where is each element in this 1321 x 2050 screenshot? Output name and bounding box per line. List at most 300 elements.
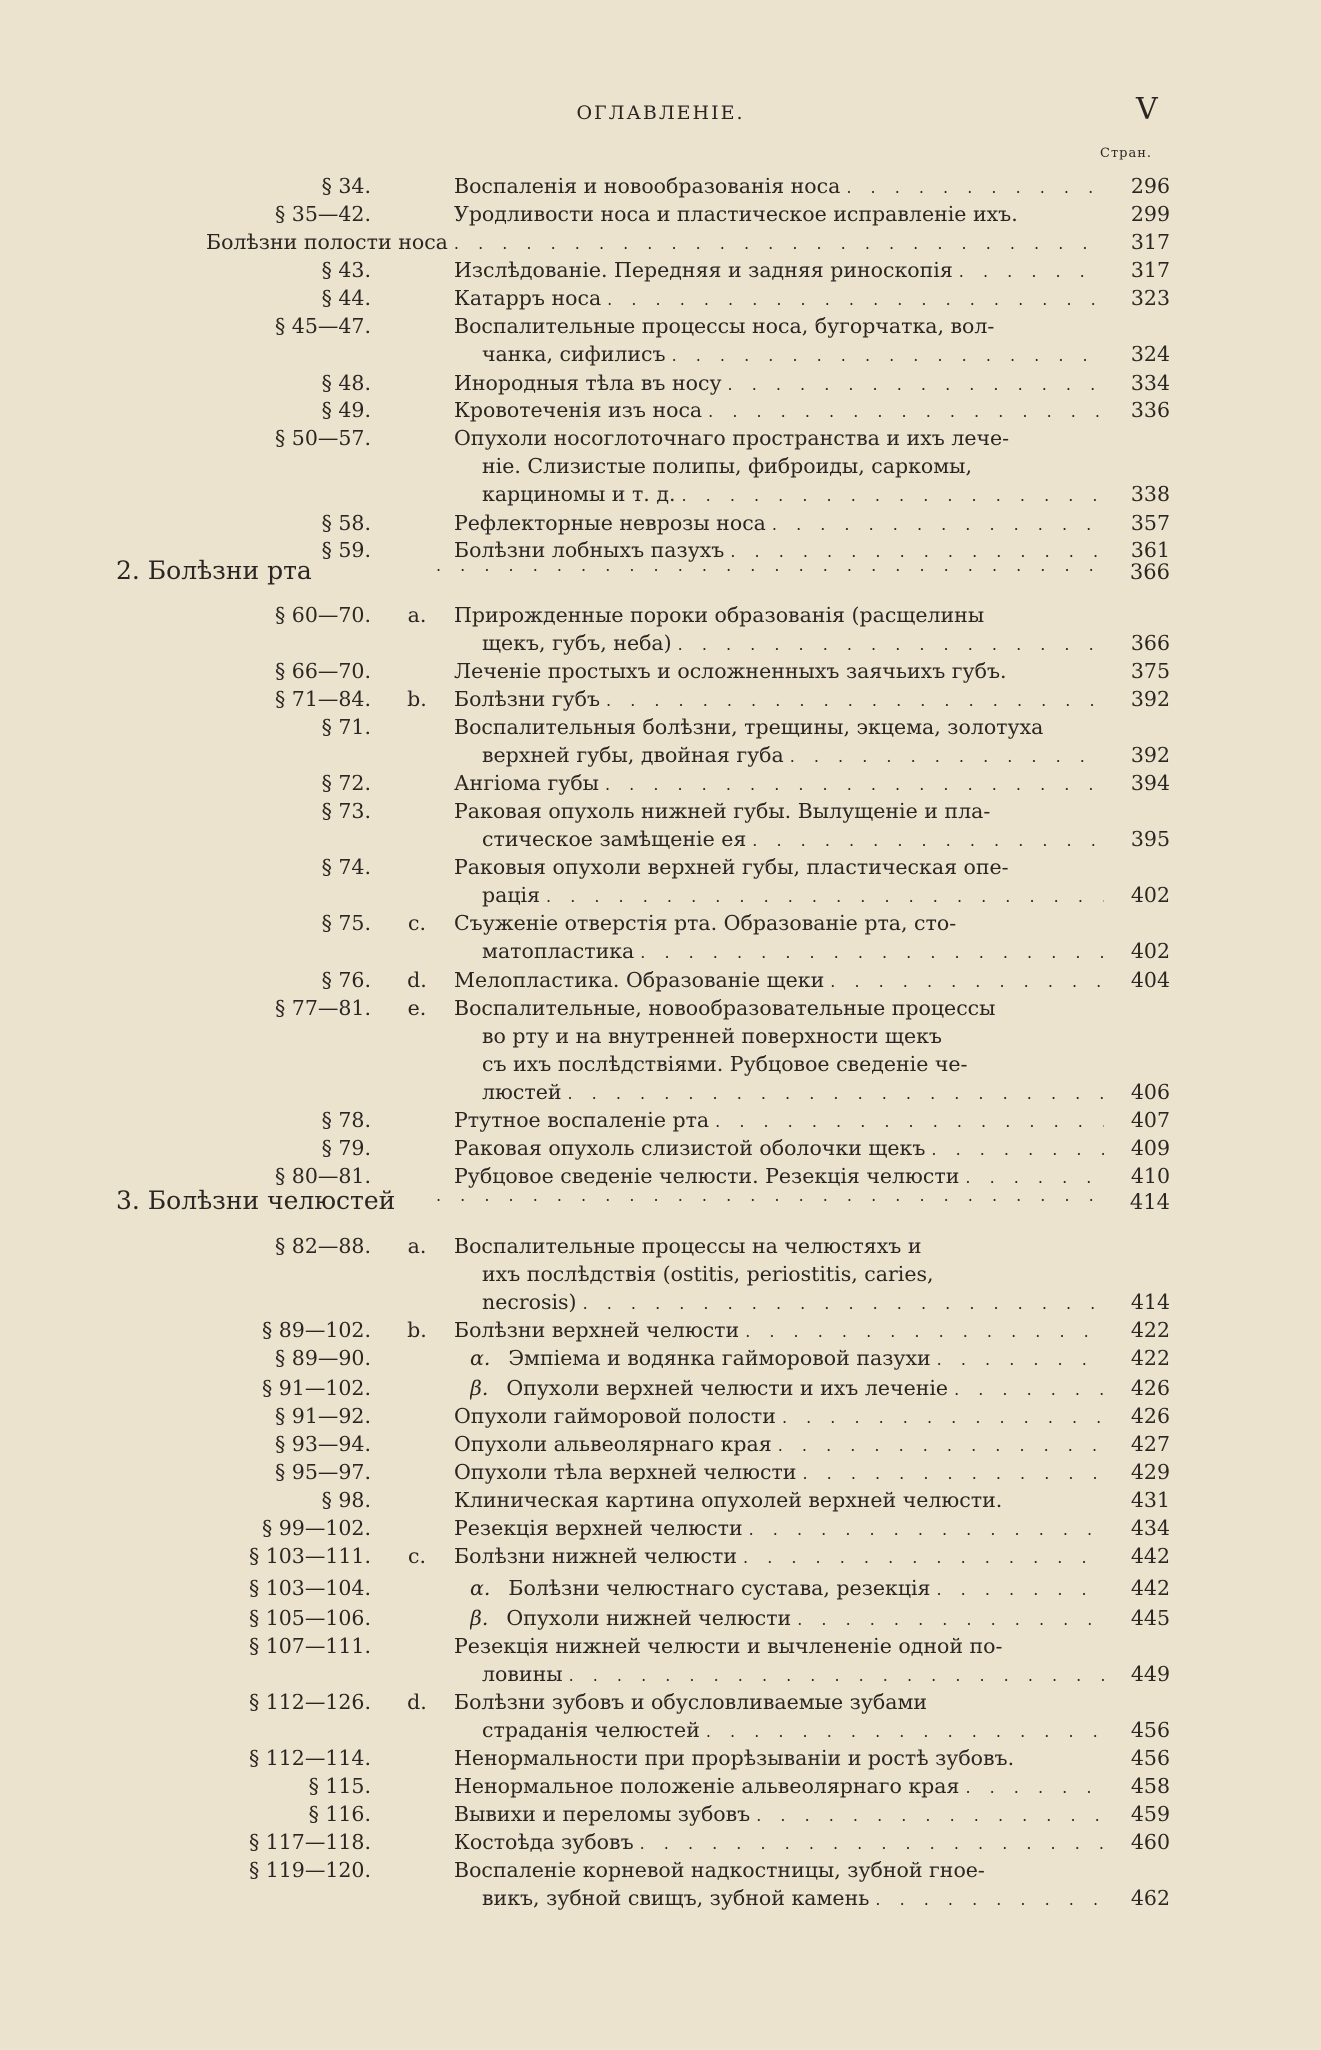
page-number: 422 [1130, 1346, 1170, 1370]
entry-title: Опухоли верхней челюсти и ихъ леченіе [506, 1376, 949, 1400]
dot-leader [875, 1890, 1104, 1909]
page-number: 429 [1130, 1460, 1170, 1484]
dot-leader [728, 375, 1104, 394]
paragraph-number: § 50—57. [275, 426, 371, 450]
dot-leader [569, 1666, 1104, 1685]
greek-marker: α. [470, 1576, 491, 1600]
entry-text-wrap [454, 371, 1104, 395]
paragraph-number: § 71. [321, 715, 371, 739]
entry-text-wrap [454, 1634, 1104, 1658]
entry-title: Прирожденные пороки образованія (расщелины [454, 603, 985, 627]
toc-row [0, 1516, 1321, 1544]
page-number: 366 [1129, 560, 1170, 584]
entry-title: Рефлекторные неврозы носа [454, 511, 766, 535]
page-number: 442 [1130, 1576, 1170, 1600]
dot-leader [715, 1112, 1104, 1131]
paragraph-number: § 44. [321, 286, 371, 310]
entry-text-wrap [454, 799, 1104, 823]
toc-row [0, 939, 1321, 967]
page-number: 410 [1130, 1164, 1170, 1188]
entry-title: Рубцовое сведеніе челюсти. Резекція челюсти [454, 1164, 960, 1188]
paragraph-number: § 91—92. [275, 1404, 371, 1428]
page-number: 375 [1130, 659, 1170, 683]
paragraph-number: § 72. [321, 771, 371, 795]
subsection-letter: d. [407, 968, 427, 992]
dot-leader [772, 515, 1104, 534]
entry-title: Опухоли гайморовой полости [454, 1404, 776, 1428]
paragraph-number: § 91—102. [262, 1376, 371, 1400]
subsection-letter: c. [408, 911, 426, 935]
entry-title: съ ихъ послѣдствіями. Рубцовое сведеніе че- [482, 1052, 968, 1076]
dot-leader [678, 635, 1104, 654]
greek-marker: α. [470, 1346, 491, 1370]
dot-leader [778, 1436, 1104, 1455]
toc-row [0, 883, 1321, 911]
toc-row [0, 174, 1321, 202]
toc-row [0, 631, 1321, 659]
entry-title: ніе. Слизистые полипы, фиброиды, саркомы, [482, 454, 972, 478]
page-number: 296 [1130, 174, 1170, 198]
entry-title: Ненормальности при прорѣзываніи и ростѣ зубовъ. [454, 1746, 1015, 1770]
dot-leader [454, 234, 1104, 253]
toc-row [0, 1606, 1321, 1634]
entry-title: Воспалительные процессы на челюстяхъ и [454, 1234, 922, 1258]
entry-text-wrap [482, 1080, 1104, 1104]
toc-row [0, 911, 1321, 939]
paragraph-number: § 103—104. [248, 1576, 371, 1600]
page-number: 427 [1130, 1432, 1170, 1456]
page-number: 426 [1130, 1404, 1170, 1428]
entry-title: Мелопластика. Образованіе щеки [454, 968, 825, 992]
dot-leader [681, 486, 1104, 505]
paragraph-number: § 89—90. [275, 1346, 371, 1370]
paragraph-number: § 117—118. [248, 1830, 371, 1854]
paragraph-number: § 112—114. [248, 1746, 371, 1770]
entry-title: Раковая опухоль слизистой оболочки щекъ [454, 1136, 926, 1160]
entry-text-wrap [482, 1262, 1104, 1286]
entry-title: во рту и на внутренней поверхности щекъ [482, 1024, 942, 1048]
entry-title: Воспалительные процессы носа, бугорчатка, вол- [454, 314, 995, 338]
entry-title: Инородныя тѣла въ носу [454, 371, 722, 395]
entry-title: Ненормальное положеніе альвеолярнаго края [454, 1774, 960, 1798]
paragraph-number: § 58. [321, 511, 371, 535]
page-number: 324 [1130, 342, 1170, 366]
entry-text-wrap [482, 482, 1104, 506]
entry-title: Ртутное воспаленіе рта [454, 1108, 710, 1132]
toc-row [0, 1886, 1321, 1914]
entry-text-wrap [454, 603, 1104, 627]
entry-title: Костоѣда зубовъ [454, 1830, 634, 1854]
entry-text-wrap [470, 1606, 1104, 1630]
entry-text-wrap [454, 1774, 1104, 1798]
entry-title: Болѣзни полости носа [206, 230, 448, 254]
dot-leader [752, 831, 1104, 850]
entry-text-wrap [454, 1136, 1104, 1160]
page-number: 392 [1130, 687, 1170, 711]
entry-title: Съуженіе отверстія рта. Образованіе рта, сто- [454, 911, 957, 935]
paragraph-number: § 49. [321, 398, 371, 422]
entry-text-wrap [470, 1576, 1104, 1600]
entry-text-wrap [482, 342, 1104, 366]
entry-text-wrap [454, 771, 1104, 795]
paragraph-number: § 77—81. [275, 996, 371, 1020]
dot-leader [965, 1168, 1104, 1187]
paragraph-number: § 75. [321, 911, 371, 935]
entry-title: Раковая опухоль нижней губы. Вылущеніе и пла- [454, 799, 991, 823]
entry-text-wrap [454, 1404, 1104, 1428]
page-number: 402 [1130, 939, 1170, 963]
entry-title: Кровотеченія изъ носа [454, 398, 703, 422]
toc-row [0, 1460, 1321, 1488]
entry-text-wrap [454, 1164, 1104, 1188]
entry-title: Болѣзни зубовъ и обусловливаемые зубами [454, 1690, 928, 1714]
dot-leader [436, 556, 1104, 575]
toc-row [0, 603, 1321, 631]
entry-text-wrap [454, 659, 1104, 683]
page-number: 395 [1130, 827, 1170, 851]
page-number: 462 [1130, 1886, 1170, 1910]
toc-row [0, 1488, 1321, 1516]
entry-text-wrap [454, 511, 1104, 535]
page-number: 422 [1130, 1318, 1170, 1342]
paragraph-number: § 78. [321, 1108, 371, 1132]
page-number: 402 [1130, 883, 1170, 907]
paragraph-number: § 93—94. [275, 1432, 371, 1456]
toc-section-row [0, 1186, 1321, 1220]
dot-leader [954, 1380, 1104, 1399]
page-number: 456 [1130, 1746, 1170, 1770]
entry-title: Леченіе простыхъ и осложненныхъ заячьихъ губъ. [454, 659, 1007, 683]
dot-leader [797, 1610, 1104, 1629]
paragraph-number: § 107—111. [248, 1634, 371, 1658]
entry-title: Раковыя опухоли верхней губы, пластическая опе- [454, 855, 1009, 879]
dot-leader [937, 1350, 1104, 1369]
toc-row [0, 799, 1321, 827]
dot-leader [782, 1408, 1104, 1427]
entry-title: Опухоли носоглоточнаго пространства и ихъ лече- [454, 426, 1010, 450]
entry-text-wrap [482, 1052, 1104, 1076]
entry-text-wrap [454, 1858, 1104, 1882]
entry-text-wrap [482, 631, 1104, 655]
subsection-letter: e. [407, 996, 427, 1020]
page-number: 406 [1130, 1080, 1170, 1104]
dot-leader [846, 178, 1104, 197]
entry-text-wrap [454, 968, 1104, 992]
entry-title: Болѣзни верхней челюсти [454, 1318, 740, 1342]
page-number: 445 [1130, 1606, 1170, 1630]
dot-leader [802, 1464, 1104, 1483]
page-number: 459 [1130, 1802, 1170, 1826]
entry-text-wrap [454, 258, 1104, 282]
toc-row [0, 1576, 1321, 1604]
toc-row [0, 511, 1321, 539]
paragraph-number: § 99—102. [262, 1516, 371, 1540]
page-number: 392 [1130, 743, 1170, 767]
page-number: 361 [1130, 538, 1170, 562]
entry-title: люстей [482, 1080, 562, 1104]
subsection-letter: c. [408, 1544, 426, 1568]
entry-title: матопластика [482, 939, 635, 963]
entry-text-wrap [482, 1662, 1104, 1686]
entry-title: чанка, сифилисъ [482, 342, 666, 366]
dot-leader [959, 262, 1104, 281]
paragraph-number: § 119—120. [248, 1858, 371, 1882]
toc-row [0, 1404, 1321, 1432]
toc-row [0, 743, 1321, 771]
entry-title: Болѣзни губъ [454, 687, 601, 711]
entry-text-wrap [482, 743, 1104, 767]
paragraph-number: § 112—126. [248, 1690, 371, 1714]
toc-row [0, 258, 1321, 286]
toc-row [0, 1234, 1321, 1262]
section-title: 3. Болѣзни челюстей [116, 1186, 396, 1215]
entry-text-wrap [482, 883, 1104, 907]
paragraph-number: § 95—97. [275, 1460, 371, 1484]
toc-row [0, 1690, 1321, 1718]
toc-section-row [0, 556, 1321, 590]
toc-row [0, 1108, 1321, 1136]
dot-leader [583, 1294, 1104, 1313]
toc-row [0, 1662, 1321, 1690]
entry-title: Болѣзни челюстнаго сустава, резекція [508, 1576, 931, 1600]
subsection-letter: b. [407, 687, 427, 711]
toc-row [0, 687, 1321, 715]
paragraph-number: § 73. [321, 799, 371, 823]
paragraph-number: § 98. [321, 1488, 371, 1512]
toc-row [0, 342, 1321, 370]
dot-leader [790, 747, 1104, 766]
entry-text-wrap [454, 1318, 1104, 1342]
entry-title: ловины [482, 1662, 563, 1686]
paragraph-number: § 59. [321, 538, 371, 562]
entry-title: Опухоли нижней челюсти [506, 1606, 792, 1630]
dot-leader [607, 290, 1104, 309]
toc-row [0, 1080, 1321, 1108]
toc-row [0, 1318, 1321, 1346]
entry-title: стическое замѣщеніе ея [482, 827, 747, 851]
entry-title: Воспаленія и новообразованія носа [454, 174, 841, 198]
toc-row [0, 1802, 1321, 1830]
entry-title: ихъ послѣдствія (ostitis, periostitis, caries, [482, 1262, 934, 1286]
toc-row [0, 371, 1321, 399]
page-number: 442 [1130, 1544, 1170, 1568]
toc-row [0, 1024, 1321, 1052]
page-number: 407 [1130, 1108, 1170, 1132]
page-number: 394 [1130, 771, 1170, 795]
paragraph-number: § 115. [308, 1774, 371, 1798]
toc-row [0, 1830, 1321, 1858]
entry-text-wrap [454, 314, 1104, 338]
paragraph-number: § 60—70. [275, 603, 371, 627]
dot-leader [965, 1778, 1104, 1797]
entry-title: Ангіома губы [454, 771, 599, 795]
toc-row [0, 426, 1321, 454]
subsection-letter: b. [407, 1318, 427, 1342]
entry-text-wrap [454, 1690, 1104, 1714]
dot-leader [937, 1580, 1105, 1599]
paragraph-number: § 66—70. [275, 659, 371, 683]
dot-leader [568, 1084, 1105, 1103]
entry-text-wrap [470, 1346, 1104, 1370]
entry-title: Изслѣдованіе. Передняя и задняя риноскопія [454, 258, 953, 282]
page-number: 458 [1130, 1774, 1170, 1798]
page-number: 323 [1130, 286, 1170, 310]
entry-title: викъ, зубной свищъ, зубной камень [482, 1886, 870, 1910]
page-number: 404 [1130, 968, 1170, 992]
entry-text-wrap [454, 1516, 1104, 1540]
toc-row [0, 398, 1321, 426]
dot-leader [605, 775, 1104, 794]
paragraph-number: § 35—42. [275, 202, 371, 226]
paragraph-number: § 82—88. [275, 1234, 371, 1258]
entry-title: Болѣзни нижней челюсти [454, 1544, 738, 1568]
page-number: 336 [1130, 398, 1170, 422]
entry-title: щекъ, губъ, неба) [482, 631, 672, 655]
entry-title: Опухоли тѣла верхней челюсти [454, 1460, 797, 1484]
toc-row [0, 659, 1321, 687]
entry-text-wrap [454, 855, 1104, 879]
entry-title: карциномы и т. д. [482, 482, 676, 506]
dot-leader [708, 402, 1104, 421]
page-number: 338 [1130, 482, 1170, 506]
toc-row [0, 482, 1321, 510]
page-number: 460 [1130, 1830, 1170, 1854]
dot-leader [749, 1520, 1104, 1539]
entry-text-wrap [454, 1544, 1104, 1568]
toc-row [0, 1432, 1321, 1460]
entry-title: Резекція верхней челюсти [454, 1516, 743, 1540]
entry-text-wrap [482, 1024, 1104, 1048]
entry-text-wrap [454, 1488, 1104, 1512]
entry-text-wrap [454, 1746, 1104, 1770]
page-number: 414 [1129, 1190, 1170, 1214]
toc-row [0, 1746, 1321, 1774]
toc-row [0, 1262, 1321, 1290]
paragraph-number: § 74. [321, 855, 371, 879]
paragraph-number: § 105—106. [248, 1606, 371, 1630]
entry-title: страданія челюстей [482, 1718, 700, 1742]
toc-row [0, 202, 1321, 230]
dot-leader [640, 1834, 1104, 1853]
toc-row [0, 1290, 1321, 1318]
entry-text-wrap [206, 230, 1104, 254]
entry-title: рація [482, 883, 541, 907]
entry-text-wrap [454, 1830, 1104, 1854]
greek-marker: β. [470, 1606, 489, 1630]
entry-title: Болѣзни лобныхъ пазухъ [454, 538, 725, 562]
section-leader [430, 556, 1104, 575]
toc-row [0, 968, 1321, 996]
entry-text-wrap [454, 687, 1104, 711]
toc-row [0, 230, 1321, 258]
toc-row [0, 715, 1321, 743]
toc-row [0, 1346, 1321, 1374]
toc-row [0, 454, 1321, 482]
paragraph-number: § 103—111. [248, 1544, 371, 1568]
page-number: 299 [1130, 202, 1170, 226]
entry-title: Катарръ носа [454, 286, 602, 310]
entry-text-wrap [454, 1460, 1104, 1484]
page-number: 317 [1130, 230, 1170, 254]
paragraph-number: § 76. [321, 968, 371, 992]
page-number: 414 [1130, 1290, 1170, 1314]
entry-title: Вывихи и переломы зубовъ [454, 1802, 751, 1826]
page-number: 456 [1130, 1718, 1170, 1742]
dot-leader [640, 943, 1104, 962]
paragraph-number: § 116. [308, 1802, 371, 1826]
page-number: 426 [1130, 1376, 1170, 1400]
toc-row [0, 1718, 1321, 1746]
entry-title: Резекція нижней челюсти и вычлененіе одной по- [454, 1634, 1003, 1658]
page-title: ОГЛАВЛЕНІЕ. [576, 102, 745, 124]
toc-row [0, 771, 1321, 799]
page-number: 409 [1130, 1136, 1170, 1160]
toc-row [0, 1858, 1321, 1886]
toc-row [0, 996, 1321, 1024]
entry-text-wrap [482, 1886, 1104, 1910]
toc-row [0, 1774, 1321, 1802]
dot-leader [672, 346, 1104, 365]
entry-title: Воспалительныя болѣзни, трещины, экцема, золотуха [454, 715, 1044, 739]
page-number: 366 [1130, 631, 1170, 655]
subsection-letter: a. [407, 603, 427, 627]
entry-text-wrap [454, 398, 1104, 422]
toc-row [0, 314, 1321, 342]
dot-leader [546, 887, 1104, 906]
entry-text-wrap [454, 1802, 1104, 1826]
entry-text-wrap [482, 1290, 1104, 1314]
section-leader [430, 1186, 1104, 1205]
page-number: 431 [1130, 1488, 1170, 1512]
toc-row [0, 827, 1321, 855]
page-column-label: Стран. [1100, 146, 1153, 161]
dot-leader [436, 1186, 1104, 1205]
section-title: 2. Болѣзни рта [116, 556, 312, 585]
entry-text-wrap [454, 174, 1104, 198]
greek-marker: β. [470, 1376, 489, 1400]
entry-title: Клиническая картина опухолей верхней челюсти. [454, 1488, 1003, 1512]
toc-row [0, 1634, 1321, 1662]
entry-title: necrosis) [482, 1290, 577, 1314]
entry-title: Эмпіема и водянка гайморовой пазухи [508, 1346, 931, 1370]
entry-text-wrap [482, 827, 1104, 851]
paragraph-number: § 34. [321, 174, 371, 198]
paragraph-number: § 43. [321, 258, 371, 282]
dot-leader [756, 1806, 1104, 1825]
subsection-letter: d. [407, 1690, 427, 1714]
dot-leader [606, 691, 1104, 710]
page-number-roman: V [1136, 92, 1158, 127]
subsection-letter: a. [407, 1234, 427, 1258]
entry-title: Воспалительные, новообразовательные процессы [454, 996, 996, 1020]
dot-leader [706, 1722, 1104, 1741]
entry-text-wrap [482, 1718, 1104, 1742]
page-number: 434 [1130, 1516, 1170, 1540]
entry-text-wrap [454, 715, 1104, 739]
entry-text-wrap [454, 996, 1104, 1020]
dot-leader [745, 1322, 1104, 1341]
dot-leader [931, 1140, 1104, 1159]
entry-title: Уродливости носа и пластическое исправленіе ихъ. [454, 202, 1018, 226]
entry-text-wrap [454, 1234, 1104, 1258]
paragraph-number: § 45—47. [275, 314, 371, 338]
paragraph-number: § 89—102. [262, 1318, 371, 1342]
paragraph-number: § 71—84. [275, 687, 371, 711]
toc-row [0, 1052, 1321, 1080]
entry-title: Опухоли альвеолярнаго края [454, 1432, 772, 1456]
entry-text-wrap [454, 1432, 1104, 1456]
toc-row [0, 286, 1321, 314]
